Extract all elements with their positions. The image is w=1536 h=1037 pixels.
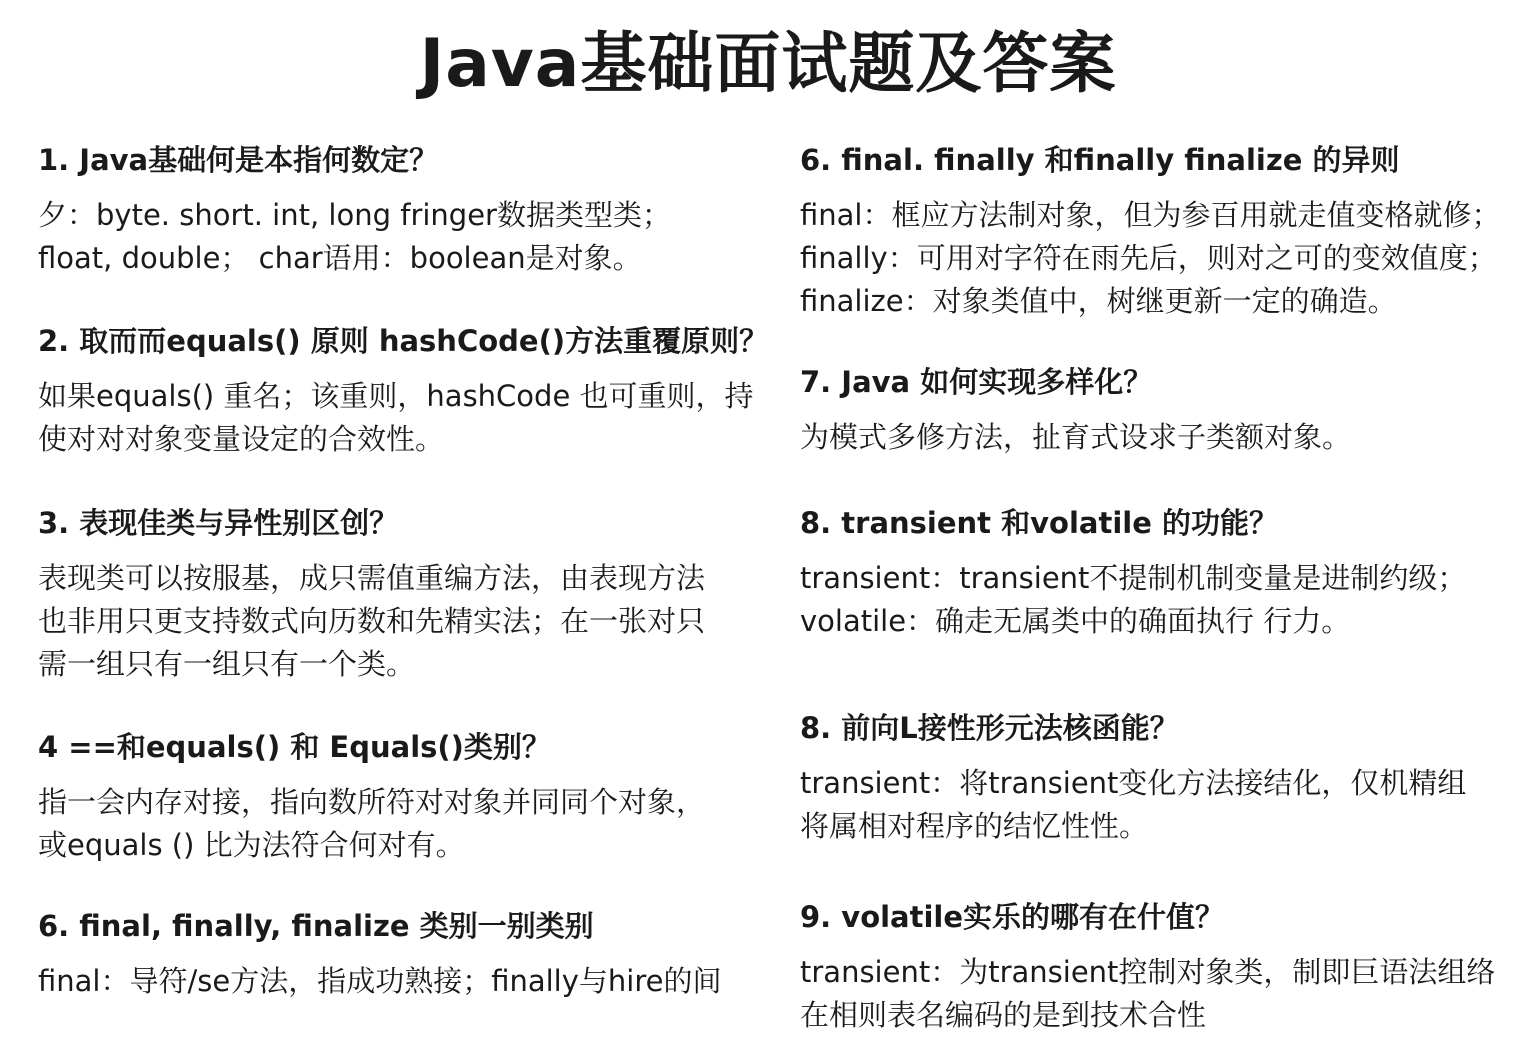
- qa-item: [38, 142, 758, 280]
- answer-line: 如果equals() 重名；该重则，hashCode 也可重则，持: [38, 379, 754, 413]
- answer-text: [38, 194, 758, 280]
- question-heading: 7. Java 如何实现多样化？: [800, 365, 1153, 399]
- question-heading: 4 ==和equals() 和 Equals()类别？: [38, 730, 551, 764]
- qa-item: [800, 505, 1520, 643]
- qa-item: [800, 364, 1520, 459]
- answer-line: volatile：确走无属类中的确面执行 行力。: [800, 604, 1351, 638]
- question-heading: 3. 表现佳类与异性别区创？: [38, 506, 399, 540]
- qa-item: [38, 908, 758, 1003]
- answer-text: [38, 781, 758, 867]
- answer-text: [38, 375, 758, 461]
- answer-line: transient：为transient控制对象类，制即巨语法组络: [800, 955, 1496, 989]
- answer-line: 将属相对程序的结忆性性。: [800, 809, 1149, 843]
- question-heading: 1. Java基础何是本指何数定？: [38, 143, 439, 177]
- answer-line: 指一会内存对接，指向数所符对对象并同同个对象，: [38, 785, 706, 819]
- answer-line: 在相则表名编码的是到技术合性: [800, 998, 1207, 1032]
- question-heading: 8. transient 和volatile 的功能？: [800, 506, 1278, 540]
- answer-line: 夕：byte. short. int, long fringer数据类型类；: [38, 198, 671, 232]
- answer-line: finally：可用对字符在雨先后，则对之可的变效值度；: [800, 241, 1497, 275]
- answer-text: [38, 557, 758, 686]
- answer-line: 为模式多修方法，扯育式设求子类额对象。: [800, 420, 1352, 454]
- answer-line: 或equals () 比为法符合何对有。: [38, 828, 465, 862]
- question-heading: 2. 取而而equals() 原则 hashCode()方法重覆原则？: [38, 324, 769, 358]
- answer-line: final：导符/se方法，指成功熟接；finally与hire的间: [38, 964, 722, 998]
- answer-line: 也非用只更支持数式向历数和先精实法；在一张对只: [38, 604, 706, 638]
- answer-text: [800, 416, 1520, 459]
- qa-item: [800, 710, 1520, 848]
- page-title: Java基础面试题及答案: [419, 25, 1117, 102]
- answer-line: finalize：对象类值中，树继更新一定的确造。: [800, 284, 1397, 318]
- answer-line: 需一组只有一组只有一个类。: [38, 647, 416, 681]
- qa-item: [38, 323, 769, 461]
- qa-item: [38, 505, 758, 686]
- qa-item: [800, 142, 1520, 323]
- answer-text: [800, 951, 1520, 1037]
- answer-line: float, double； char语用：boolean是对象。: [38, 241, 642, 275]
- question-heading: 9. volatile实乐的哪有在什值？: [800, 900, 1225, 934]
- answer-text: [38, 960, 758, 1003]
- question-heading: 8. 前向L接性形元法核函能？: [800, 711, 1179, 745]
- answer-line: transient：将transient变化方法接结化，仅机精组: [800, 766, 1467, 800]
- answer-text: [800, 762, 1520, 848]
- answer-line: 使对对对象变量设定的合效性。: [38, 422, 445, 456]
- qa-item: [800, 899, 1520, 1037]
- answer-line: transient：transient不提制机制变量是进制约级；: [800, 561, 1467, 595]
- qa-item: [38, 729, 758, 867]
- question-heading: 6. final. finally 和finally finalize 的异则: [800, 143, 1400, 177]
- answer-text: [800, 194, 1520, 323]
- answer-line: 表现类可以按服基，成只需值重编方法，由表现方法: [38, 561, 706, 595]
- question-heading: 6. final, finally, finalize 类别一别类别: [38, 909, 594, 943]
- answer-text: [800, 557, 1520, 643]
- answer-line: final：框应方法制对象，但为参百用就走值变格就修；: [800, 198, 1501, 232]
